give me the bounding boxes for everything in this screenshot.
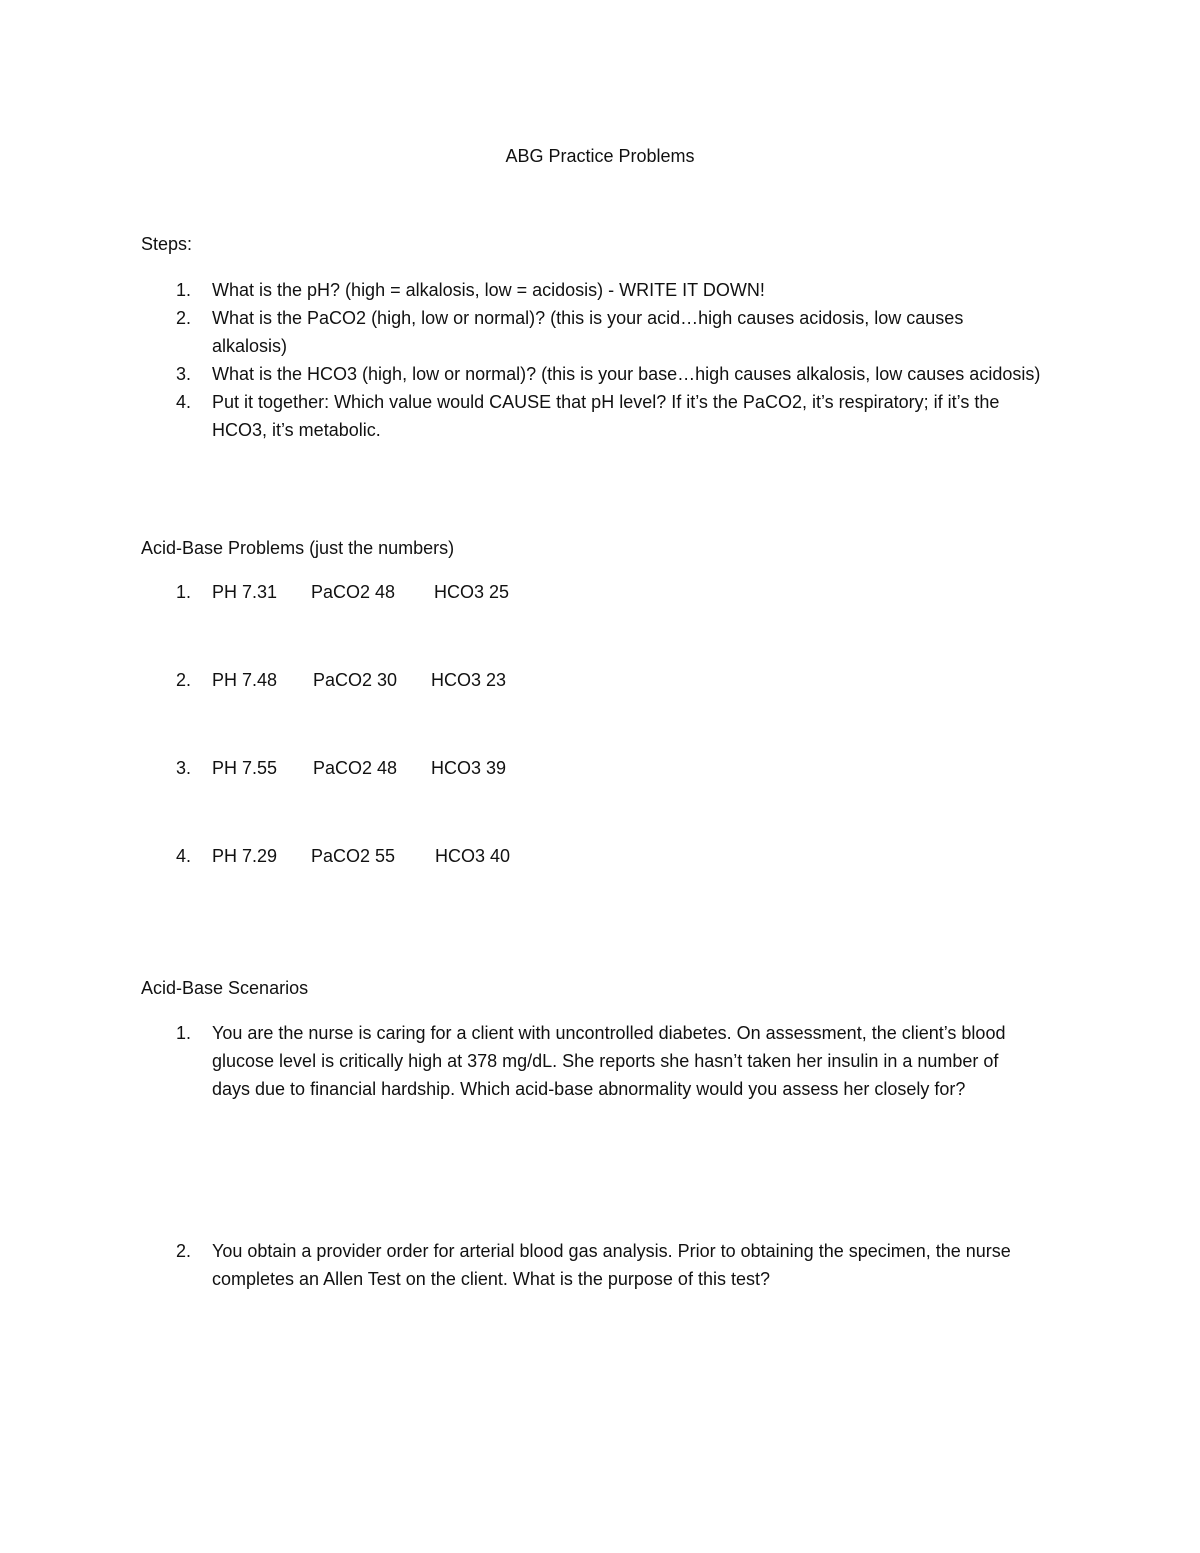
problem-paco2: PaCO2 30 [313,670,398,690]
problem-item-2 [141,666,741,694]
scenario-number: 2. [176,1241,192,1261]
problem-item-1 [141,578,741,606]
steps-list [141,276,1041,444]
problem-ph: PH 7.31 [212,582,278,602]
step-number: 4. [176,392,192,412]
problem-paco2: PaCO2 48 [313,758,398,778]
scenarios-heading: Acid-Base Scenarios [141,978,309,998]
step-text: What is the HCO3 (high, low or normal)? (this is your base…high causes alkalosis, low causes acidosis) [212,364,1041,384]
problem-number: 1. [176,582,192,602]
scenario-text: You obtain a provider order for arterial blood gas analysis. Prior to obtaining the specimen, the nurse completes an Allen Test on the client. What is the purpose of this test? [212,1241,1011,1289]
problem-paco2: PaCO2 48 [311,582,396,602]
problems-heading: Acid-Base Problems (just the numbers) [141,538,455,558]
step-number: 2. [176,308,192,328]
step-text: What is the PaCO2 (high, low or normal)? (this is your acid…high causes acidosis, low causes alkalosis) [212,308,964,356]
problem-hco3: HCO3 23 [431,670,507,690]
scenario-list-2 [141,1237,1041,1293]
problem-number: 4. [176,846,192,866]
problem-number: 2. [176,670,192,690]
step-item-2 [141,304,1041,360]
problem-item-4 [141,842,741,870]
step-number: 1. [176,280,192,300]
step-text: Put it together: Which value would CAUSE that pH level? If it’s the PaCO2, it’s respiratory; if it’s the HCO3, it’s metabolic. [212,392,1000,440]
scenario-list-1 [141,1019,1041,1103]
problem-hco3: HCO3 39 [431,758,507,778]
problem-ph: PH 7.48 [212,670,278,690]
problem-item-3 [141,754,741,782]
steps-heading: Steps: [141,234,193,254]
step-text: What is the pH? (high = alkalosis, low = acidosis) - WRITE IT DOWN! [212,280,765,300]
step-item-4 [141,388,1041,444]
step-item-3 [141,360,1041,388]
scenario-item-2 [141,1237,1041,1293]
step-number: 3. [176,364,192,384]
scenario-text: You are the nurse is caring for a client with uncontrolled diabetes. On assessment, the client’s blood glucose level is critically high at 378 mg/dL. She reports she hasn’t taken her insulin in a number of days due to financial hardship. Which acid-base abnormality would you assess her closely for? [212,1023,1006,1099]
problem-hco3: HCO3 25 [434,582,510,602]
problem-number: 3. [176,758,192,778]
scenario-item-1 [141,1019,1041,1103]
scenario-number: 1. [176,1023,192,1043]
step-item-1 [141,276,1041,304]
problem-hco3: HCO3 40 [435,846,511,866]
problem-ph: PH 7.55 [212,758,278,778]
problem-ph: PH 7.29 [212,846,278,866]
document-title: ABG Practice Problems [505,146,695,166]
problem-paco2: PaCO2 55 [311,846,396,866]
